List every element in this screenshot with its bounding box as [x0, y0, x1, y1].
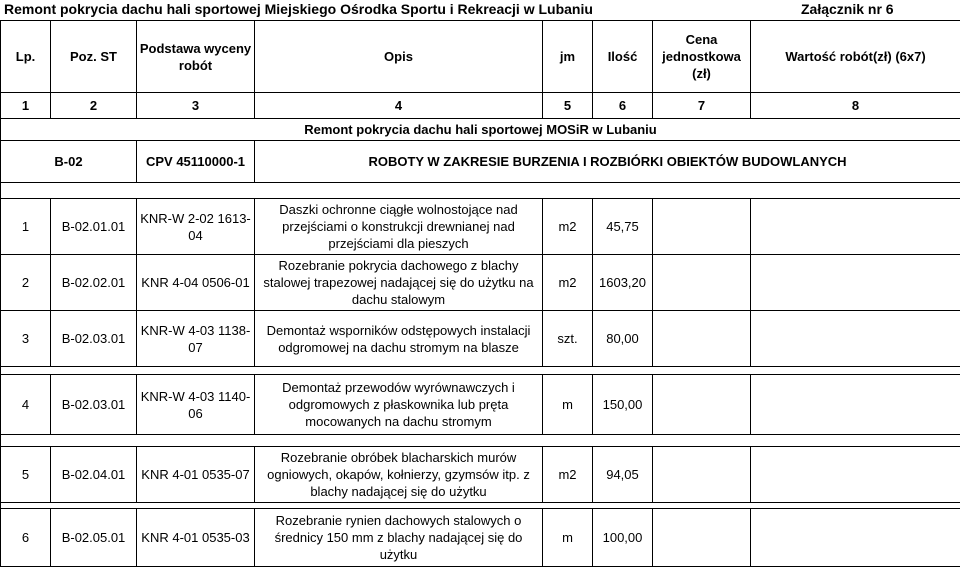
row-opis: Daszki ochronne ciągłe wolnostojące nad przejściami o konstrukcji drewnianej nad przejściami dla pieszych [255, 199, 543, 255]
row-wartosc [751, 311, 960, 367]
row-ilosc: 94,05 [593, 447, 653, 503]
row-lp: 6 [1, 509, 51, 567]
row-ilosc: 45,75 [593, 199, 653, 255]
row-wartosc [751, 509, 960, 567]
col-num: 8 [751, 93, 960, 119]
row-jm: m2 [543, 255, 593, 311]
table-row [1, 199, 960, 255]
row-podstawa: KNR 4-01 0535-07 [137, 447, 255, 503]
row-poz: B-02.05.01 [51, 509, 137, 567]
row-podstawa: KNR-W 4-03 1140-06 [137, 375, 255, 435]
row-ilosc: 80,00 [593, 311, 653, 367]
header-poz: Poz. ST [51, 21, 137, 93]
row-cena [653, 311, 751, 367]
row-jm: m2 [543, 199, 593, 255]
col-num: 7 [653, 93, 751, 119]
row-opis: Rozebranie obróbek blacharskich murów ogniowych, okapów, kołnierzy, gzymsów itp. z blachy nadającej się do użytku [255, 447, 543, 503]
section-code: B-02 [1, 141, 137, 183]
spacer-row [1, 435, 960, 447]
col-num: 2 [51, 93, 137, 119]
row-lp: 5 [1, 447, 51, 503]
col-num: 5 [543, 93, 593, 119]
cost-estimate-table [0, 20, 960, 567]
col-num: 6 [593, 93, 653, 119]
table-row [1, 447, 960, 503]
column-number-row [1, 93, 960, 119]
row-wartosc [751, 375, 960, 435]
row-lp: 3 [1, 311, 51, 367]
row-podstawa: KNR-W 4-03 1138-07 [137, 311, 255, 367]
row-opis: Demontaż przewodów wyrównawczych i odgromowych z płaskownika lub pręta mocowanych na dachu stromym [255, 375, 543, 435]
row-cena [653, 255, 751, 311]
header-ilosc: Ilość [593, 21, 653, 93]
row-jm: m [543, 375, 593, 435]
row-ilosc: 150,00 [593, 375, 653, 435]
row-poz: B-02.03.01 [51, 311, 137, 367]
section-title: Remont pokrycia dachu hali sportowej MOSiR w Lubaniu [1, 119, 960, 141]
row-poz: B-02.02.01 [51, 255, 137, 311]
header-row [1, 21, 960, 93]
header-podstawa: Podstawa wyceny robót [137, 21, 255, 93]
row-cena [653, 447, 751, 503]
row-cena [653, 375, 751, 435]
table-row [1, 509, 960, 567]
header-jm: jm [543, 21, 593, 93]
row-jm: szt. [543, 311, 593, 367]
row-lp: 4 [1, 375, 51, 435]
header-cena: Cena jednostkowa (zł) [653, 21, 751, 93]
attachment-label: Załącznik nr 6 [801, 0, 894, 18]
row-jm: m [543, 509, 593, 567]
document-title-bar [4, 0, 956, 20]
row-opis: Demontaż wsporników odstępowych instalacji odgromowej na dachu stromym na blasze [255, 311, 543, 367]
row-wartosc [751, 199, 960, 255]
row-lp: 1 [1, 199, 51, 255]
row-ilosc: 1603,20 [593, 255, 653, 311]
col-num: 3 [137, 93, 255, 119]
row-cena [653, 199, 751, 255]
section-row [1, 141, 960, 183]
row-wartosc [751, 255, 960, 311]
section-cpv: CPV 45110000-1 [137, 141, 255, 183]
spacer-row [1, 183, 960, 199]
row-jm: m2 [543, 447, 593, 503]
section-name: ROBOTY W ZAKRESIE BURZENIA I ROZBIÓRKI OBIEKTÓW BUDOWLANYCH [255, 141, 960, 183]
row-opis: Rozebranie pokrycia dachowego z blachy stalowej trapezowej nadającej się do użytku na dachu stalowym [255, 255, 543, 311]
section-title-row [1, 119, 960, 141]
row-cena [653, 509, 751, 567]
table-row [1, 375, 960, 435]
col-num: 4 [255, 93, 543, 119]
header-lp: Lp. [1, 21, 51, 93]
row-wartosc [751, 447, 960, 503]
row-lp: 2 [1, 255, 51, 311]
row-podstawa: KNR-W 2-02 1613-04 [137, 199, 255, 255]
row-ilosc: 100,00 [593, 509, 653, 567]
spacer-row [1, 367, 960, 375]
row-opis: Rozebranie rynien dachowych stalowych o średnicy 150 mm z blachy nadającej się do użytku [255, 509, 543, 567]
col-num: 1 [1, 93, 51, 119]
row-podstawa: KNR 4-04 0506-01 [137, 255, 255, 311]
row-podstawa: KNR 4-01 0535-03 [137, 509, 255, 567]
header-opis: Opis [255, 21, 543, 93]
table-row [1, 255, 960, 311]
header-wartosc: Wartość robót(zł) (6x7) [751, 21, 960, 93]
row-poz: B-02.01.01 [51, 199, 137, 255]
document-title: Remont pokrycia dachu hali sportowej Miejskiego Ośrodka Sportu i Rekreacji w Lubaniu [4, 0, 593, 18]
table-row [1, 311, 960, 367]
row-poz: B-02.04.01 [51, 447, 137, 503]
row-poz: B-02.03.01 [51, 375, 137, 435]
